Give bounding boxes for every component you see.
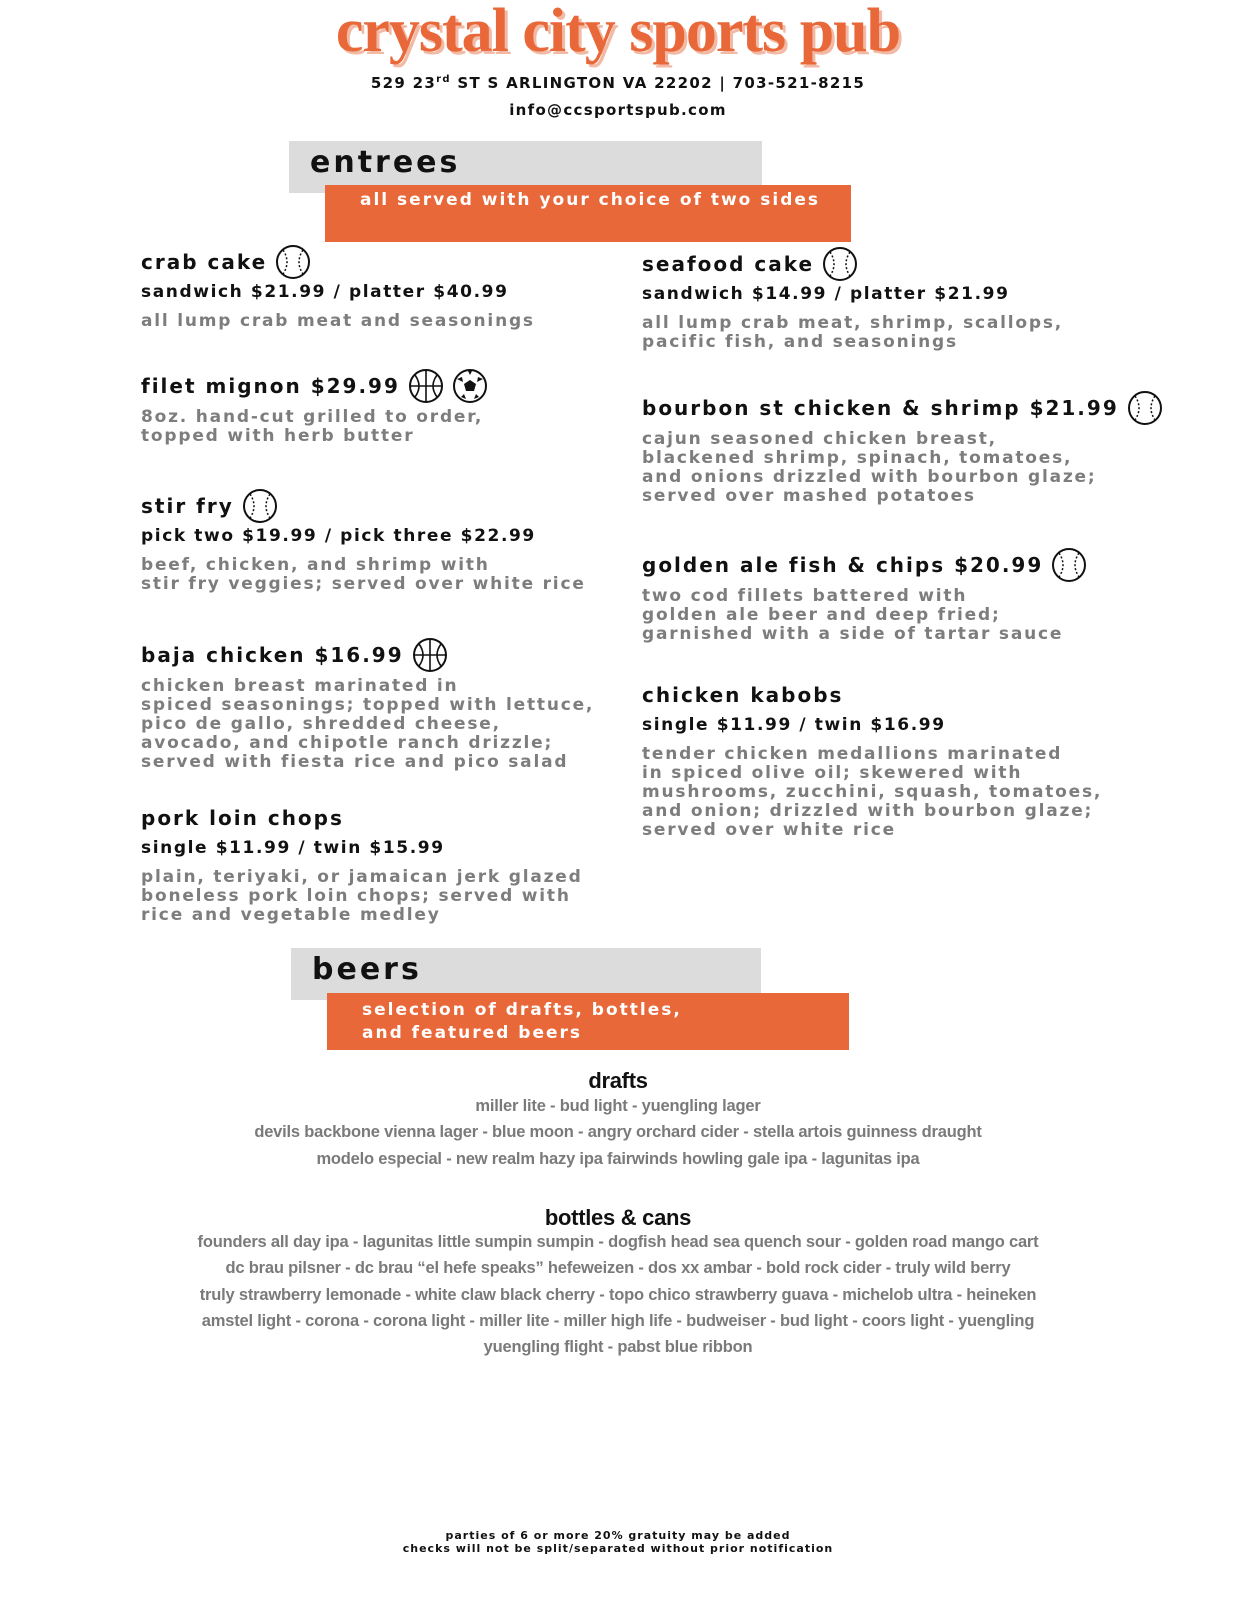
menu-item-name: stir fry [141,494,234,518]
menu-item-description [141,408,488,446]
description-line: stir fry veggies; served over white rice [141,574,586,594]
description-line: and onions drizzled with bourbon glaze; [642,467,1097,487]
menu-item-price: sandwich $14.99 / platter $21.99 [642,284,1010,304]
description-line: rice and vegetable medley [141,905,441,925]
menu-item [642,246,1063,352]
description-line: all lump crab meat, shrimp, scallops, [642,313,1064,333]
description-line: spiced seasonings; topped with lettuce, [141,695,595,715]
menu-item-description [642,430,1163,506]
description-line: chicken breast marinated in [141,676,459,696]
restaurant-title: crystal city sports pub [335,0,901,65]
menu-item-name: pork loin chops [141,806,344,830]
menu-item [141,244,535,331]
menu-item-price: single $11.99 / twin $15.99 [141,838,445,858]
menu-item-description [141,556,586,594]
description-line: pico de gallo, shredded cheese, [141,714,501,734]
menu-item-name-row [642,547,1087,583]
menu-item-description [141,868,583,925]
menu-item-name-row [141,637,594,673]
menu-item-name-row [141,488,586,524]
menu-item-name-row [642,246,1063,282]
description-line: mushrooms, zucchini, squash, tomatoes, [642,782,1103,802]
baseball-icon [242,488,278,524]
menu-item-description [642,745,1102,840]
menu-item-name: chicken kabobs [642,683,844,707]
description-line: boneless pork loin chops; served with [141,886,571,906]
address-suffix: rd [436,74,451,85]
bottles-line: truly strawberry lemonade - white claw black cherry - topo chico strawberry guava - michelob ultra - heineken [199,1286,1037,1304]
menu-item [141,637,594,772]
menu-item [141,368,488,446]
bottles-line: dc brau pilsner - dc brau “el hefe speaks” hefeweizen - dos xx ambar - bold rock cider - truly wild berry [225,1259,1011,1277]
menu-item-name: filet mignon $29.99 [141,374,400,398]
description-line: avocado, and chipotle ranch drizzle; [141,733,554,753]
menu-item-name: seafood cake [642,252,815,276]
menu-item-name-row [141,800,583,836]
description-line: two cod fillets battered with [642,586,968,606]
bottles-line: founders all day ipa - lagunitas little sumpin sumpin - dogfish head sea quench sour - golden road mango cart [197,1233,1039,1251]
description-line: garnished with a side of tartar sauce [642,624,1064,644]
baseball-icon [822,246,858,282]
beers-subheading [327,993,849,1050]
menu-item-name: crab cake [141,250,268,274]
beers-heading: beers [312,952,422,987]
menu-item-description [141,312,535,331]
description-line: plain, teriyaki, or jamaican jerk glazed [141,867,583,887]
menu-item [141,800,583,925]
menu-item-description [642,314,1063,352]
email-link[interactable]: info@ccsportspub.com [509,101,727,119]
address-street: 529 23 [370,74,437,92]
description-line: served over white rice [642,820,896,840]
menu-item [141,488,586,594]
menu-item-name: bourbon st chicken & shrimp $21.99 [642,396,1119,420]
basketball-icon [408,368,444,404]
drafts-heading: drafts [588,1068,648,1093]
drafts-line: modelo especial - new realm hazy ipa fairwinds howling gale ipa - lagunitas ipa [316,1150,920,1168]
menu-item-price: pick two $19.99 / pick three $22.99 [141,526,536,546]
description-line: 8oz. hand-cut grilled to order, [141,407,484,427]
bottles-line: amstel light - corona - corona light - miller lite - miller high life - budweiser - bud light - coors light - yuengling [201,1312,1035,1330]
description-line: served with fiesta rice and pico salad [141,752,569,772]
menu-item-name-row [642,677,1102,713]
drafts-line: miller lite - bud light - yuengling lager [475,1097,761,1115]
bottles-line: yuengling flight - pabst blue ribbon [483,1338,753,1356]
footer-gratuity: parties of 6 or more 20% gratuity may be added [445,1529,791,1542]
menu-item [642,390,1163,506]
menu-item-name-row [141,244,535,280]
description-line: tender chicken medallions marinated [642,744,1063,764]
description-line: blackened shrimp, spinach, tomatoes, [642,448,1073,468]
description-line: cajun seasoned chicken breast, [642,429,997,449]
description-line: pacific fish, and seasonings [642,332,958,352]
bottles-heading: bottles & cans [544,1205,692,1230]
footer-checks: checks will not be split/separated without prior notification [402,1542,834,1555]
address-line [0,74,1236,92]
description-line: served over mashed potatoes [642,486,976,506]
entrees-heading: entrees [310,145,461,180]
soccer-icon [452,368,488,404]
baseball-icon [1127,390,1163,426]
description-line: and onion; drizzled with bourbon glaze; [642,801,1094,821]
drafts-line: devils backbone vienna lager - blue moon - angry orchard cider - stella artois guinness draught [254,1123,982,1141]
menu-item-name-row [642,390,1163,426]
beers-subheading-line: and featured beers [362,1023,583,1043]
menu-item-price: sandwich $21.99 / platter $40.99 [141,282,509,302]
basketball-icon [412,637,448,673]
description-line: golden ale beer and deep fried; [642,605,1001,625]
menu-item-name-row [141,368,488,404]
menu-item-description [642,587,1087,644]
description-line: beef, chicken, and shrimp with [141,555,490,575]
beers-subheading-line: selection of drafts, bottles, [362,1000,682,1020]
menu-item [642,677,1102,840]
baseball-icon [1051,547,1087,583]
menu-item-description [141,677,594,772]
menu-item-name: baja chicken $16.99 [141,643,404,667]
address-rest: ST S ARLINGTON VA 22202 | 703-521-8215 [450,74,866,92]
description-line: in spiced olive oil; skewered with [642,763,1023,783]
baseball-icon [275,244,311,280]
menu-item-price: single $11.99 / twin $16.99 [642,715,946,735]
entrees-subheading: all served with your choice of two sides [325,185,851,242]
description-line: topped with herb butter [141,426,415,446]
description-line: all lump crab meat and seasonings [141,311,535,331]
menu-item-name: golden ale fish & chips $20.99 [642,553,1044,577]
menu-item [642,547,1087,644]
